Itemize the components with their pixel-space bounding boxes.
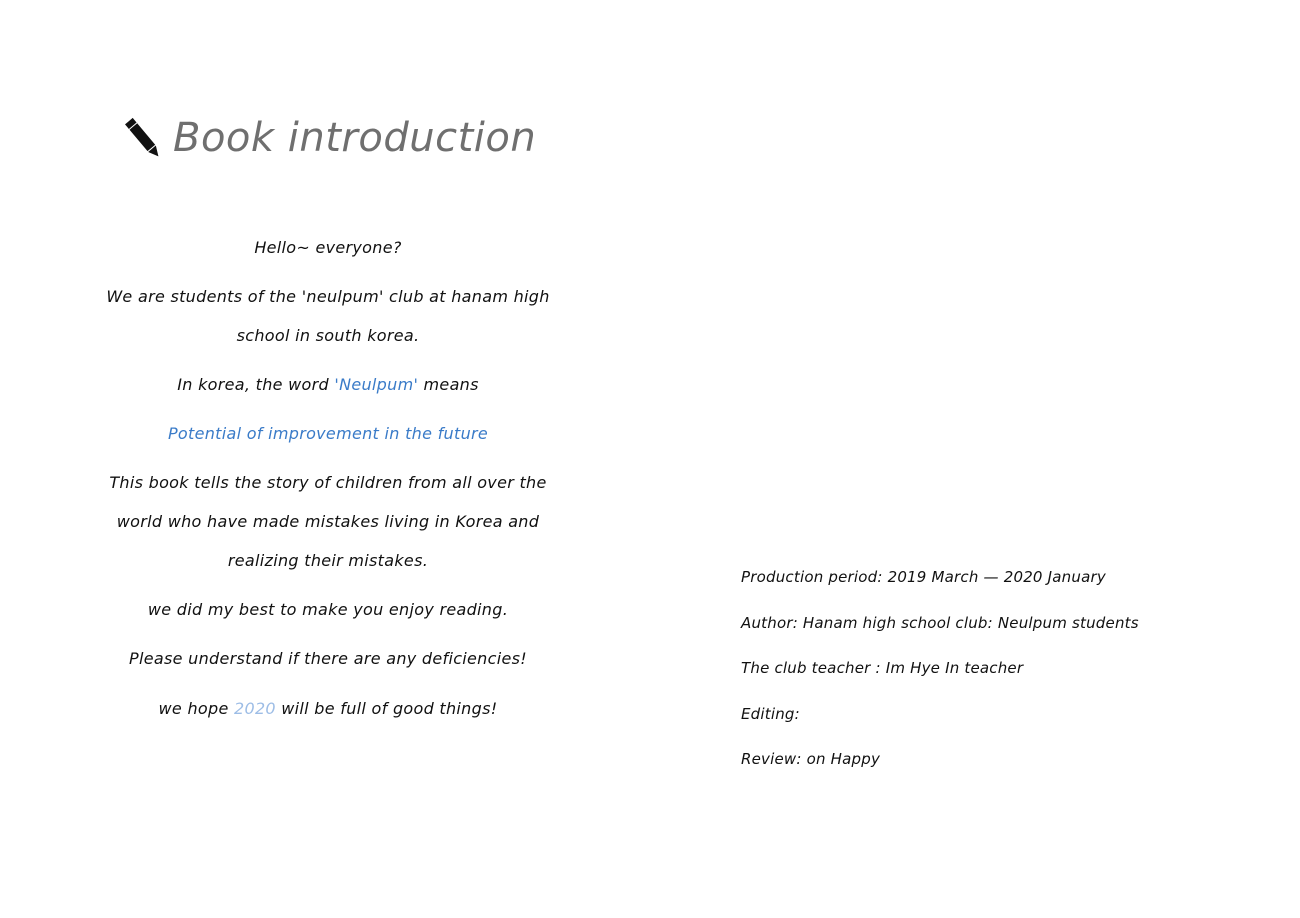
- intro-section: [88, 228, 568, 728]
- club-intro-text: We are students of the 'neulpum' club at hanam high school in south korea.: [106, 287, 550, 345]
- word-meaning-suffix: means: [418, 375, 479, 394]
- neulpum-word: 'Neulpum': [334, 375, 419, 394]
- wish-prefix: we hope: [158, 699, 234, 718]
- story-text: This book tells the story of children from all over the world who have made mistakes living in Korea and realizing their mistakes.: [109, 473, 547, 570]
- author-credit: Author: Hanam high school club: Neulpum students: [741, 613, 1139, 632]
- title-row: [123, 112, 536, 164]
- wish-year: 2020: [233, 699, 276, 718]
- apology-text: Please understand if there are any deficiencies!: [129, 649, 527, 668]
- credits-section: [741, 562, 1261, 790]
- effort-text: we did my best to make you enjoy reading.: [147, 600, 509, 619]
- production-period: Production period: 2019 March — 2020 January: [741, 568, 1106, 586]
- pencil-icon: [123, 112, 163, 164]
- wish-suffix: will be full of good things!: [275, 699, 498, 718]
- teacher-credit: The club teacher : Im Hye In teacher: [741, 659, 1024, 677]
- greeting-text: Hello~ everyone?: [254, 238, 402, 257]
- word-meaning-text: [88, 365, 568, 404]
- editing-credit: Editing:: [741, 704, 800, 723]
- review-credit: Review: on Happy: [741, 750, 881, 768]
- page-title: Book introduction: [173, 115, 537, 161]
- meaning-text: Potential of improvement in the future: [167, 424, 489, 443]
- wish-text: [88, 689, 568, 728]
- word-meaning-prefix: In korea, the word: [177, 375, 335, 394]
